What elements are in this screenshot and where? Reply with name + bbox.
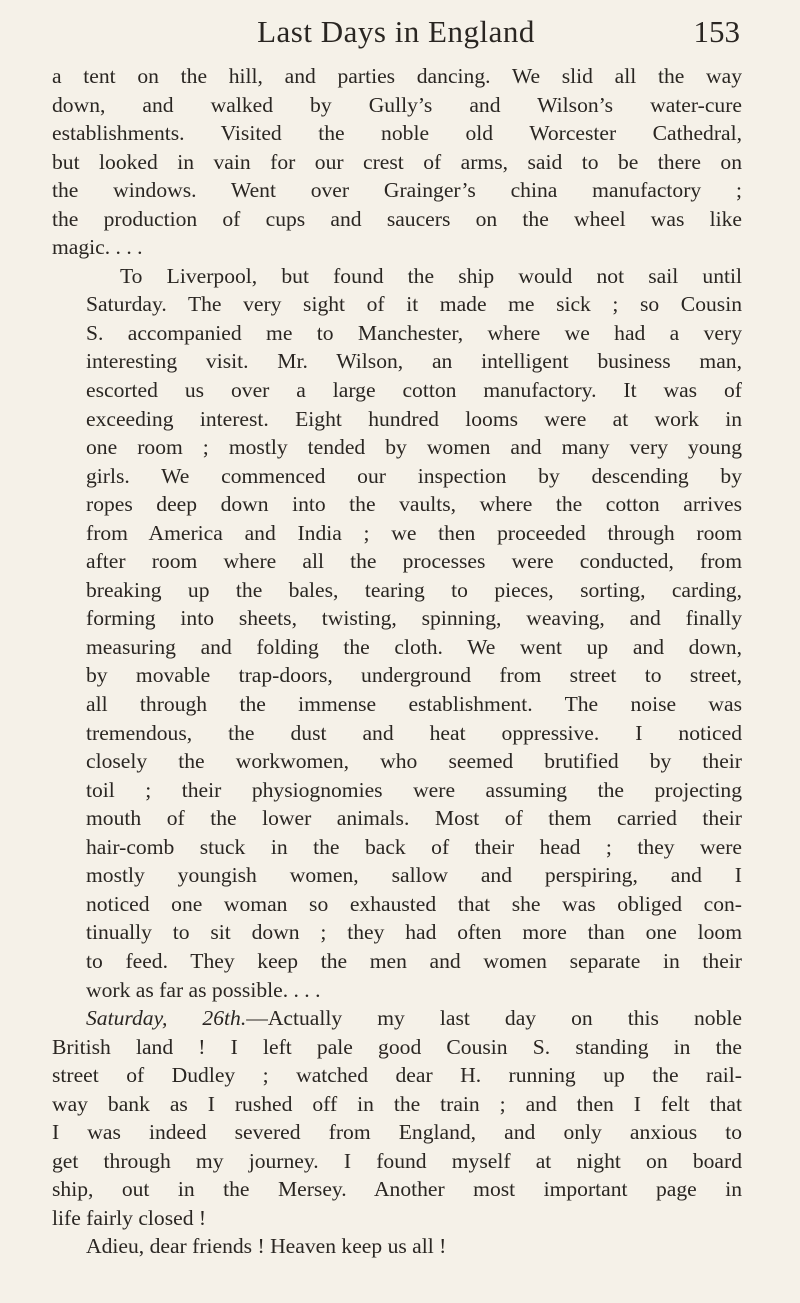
- text-line: to feed. They keep the men and women separate in their: [86, 948, 742, 973]
- text-line: British land ! I left pale good Cousin S. standing in the: [52, 1034, 742, 1059]
- text-line: down, and walked by Gully’s and Wilson’s water-cure: [52, 92, 742, 117]
- text-line: closely the workwomen, who seemed brutified by their: [86, 749, 742, 774]
- text-line: tremendous, the dust and heat oppressive. I noticed: [86, 720, 742, 745]
- paragraph-4: [52, 1232, 742, 1261]
- text-line: get through my journey. I found myself at night on board: [52, 1148, 742, 1173]
- text-line: ship, out in the Mersey. Another most important page in: [52, 1177, 742, 1202]
- text-line: the production of cups and saucers on the wheel was like: [52, 206, 742, 231]
- page-number: 153: [693, 14, 740, 49]
- text-run: —Actually my last day on this noble: [246, 1006, 742, 1031]
- text-line: way bank as I rushed off in the train ; and then I felt that: [52, 1091, 742, 1116]
- text-line: To Liverpool, but found the ship would not sail until: [120, 263, 742, 288]
- body-text: [52, 62, 742, 1261]
- paragraph-3: [52, 1004, 742, 1232]
- text-line: the windows. Went over Grainger’s china manufactory ;: [52, 178, 742, 203]
- text-line: but looked in vain for our crest of arms, said to be there on: [52, 149, 742, 174]
- text-line: [52, 1004, 742, 1033]
- running-head: [52, 12, 740, 52]
- text-line: magic. . . .: [52, 235, 143, 260]
- text-line: breaking up the bales, tearing to pieces, sorting, carding,: [86, 577, 742, 602]
- text-line: Adieu, dear friends ! Heaven keep us all !: [86, 1234, 447, 1259]
- date-label: Saturday, 26th.: [86, 1006, 247, 1031]
- text-line: ropes deep down into the vaults, where the cotton arrives: [86, 492, 742, 517]
- text-line: tinually to sit down ; they had often more than one loom: [86, 920, 742, 945]
- text-line: I was indeed severed from England, and only anxious to: [52, 1120, 742, 1145]
- text-line: S. accompanied me to Manchester, where we had a very: [86, 320, 742, 345]
- text-line: Saturday. The very sight of it made me sick ; so Cousin: [86, 292, 742, 317]
- text-line: hair-comb stuck in the back of their head ; they were: [86, 834, 742, 859]
- paragraph-2: [52, 262, 742, 1004]
- text-line: exceeding interest. Eight hundred looms were at work in: [86, 406, 742, 431]
- text-line: girls. We commenced our inspection by descending by: [86, 463, 742, 488]
- text-line: after room where all the processes were conducted, from: [86, 549, 742, 574]
- text-line: forming into sheets, twisting, spinning, weaving, and finally: [86, 606, 742, 631]
- text-line: noticed one woman so exhausted that she was obliged con-: [86, 891, 742, 916]
- text-line: mouth of the lower animals. Most of them carried their: [86, 806, 742, 831]
- text-line: one room ; mostly tended by women and many very young: [86, 435, 742, 460]
- running-title: Last Days in England: [257, 14, 535, 49]
- text-line: interesting visit. Mr. Wilson, an intelligent business man,: [86, 349, 742, 374]
- text-line: mostly youngish women, sallow and perspiring, and I: [86, 863, 742, 888]
- text-line: measuring and folding the cloth. We went up and down,: [86, 634, 742, 659]
- text-line: establishments. Visited the noble old Worcester Cathedral,: [52, 121, 742, 146]
- text-line: all through the immense establishment. The noise was: [86, 692, 742, 717]
- text-line: by movable trap-doors, underground from street to street,: [86, 663, 742, 688]
- text-line: street of Dudley ; watched dear H. running up the rail-: [52, 1063, 742, 1088]
- text-line: from America and India ; we then proceeded through room: [86, 520, 742, 545]
- text-line: escorted us over a large cotton manufactory. It was of: [86, 378, 742, 403]
- paragraph-1: [52, 62, 742, 262]
- text-line: life fairly closed !: [52, 1205, 207, 1230]
- text-line: work as far as possible. . . .: [86, 977, 321, 1002]
- text-line: a tent on the hill, and parties dancing. We slid all the way: [52, 64, 742, 88]
- text-line: toil ; their physiognomies were assuming the projecting: [86, 777, 742, 802]
